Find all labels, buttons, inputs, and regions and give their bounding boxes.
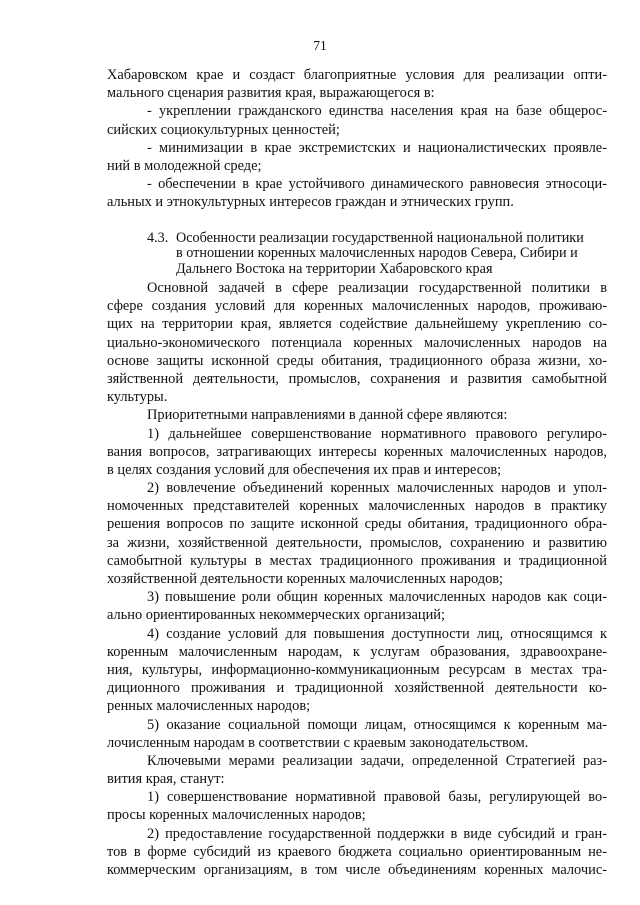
text-line: основе защиты исконной среды обитания, традиционного образа жизни, хо- [107,352,607,369]
section-title-line: Особенности реализации государственной национальной политики [176,229,584,246]
text-line: сфере создания условий для коренных малочисленных народов, проживаю- [107,298,607,315]
list-item-line: 1) дальнейшее совершенствование нормативного правового регулиро- [147,425,607,442]
list-item-line: 1) совершенствование нормативной правовой базы, регулирующей во- [147,789,607,806]
text-line: диционного проживания и традиционной хозяйственной деятельности ко- [107,680,607,697]
text-line: вития края, станут: [107,771,225,788]
text-line: мального сценария развития края, выражающегося в: [107,85,435,102]
text-line: циально-экономического потенциала коренных малочисленных народов на [107,334,607,351]
text-line: коммерческим организациям, в том числе объединениям коренных малочис- [107,862,607,878]
text-line: в целях создания условий для обеспечения их прав и интересов; [107,461,502,478]
text-line: Хабаровском крае и создаст благоприятные условия для реализации опти- [107,67,607,83]
list-item-line: - укреплении гражданского единства населения края на базе общерос- [147,103,607,120]
text-line: ний в молодежной среде; [107,157,262,174]
section-heading [107,231,607,278]
list-item-line: 2) вовлечение объединений коренных малочисленных народов и упол- [147,480,607,497]
text-line: культуры. [107,389,168,406]
page-content [107,66,607,879]
text-line: сийских социокультурных ценностей; [107,121,340,138]
text-line: хозяйственной деятельности коренных малочисленных народов; [107,571,504,587]
list-item-line: 2) предоставление государственной поддержки в виде субсидий и гран- [147,825,607,842]
section-title-line: в отношении коренных малочисленных народов Севера, Сибири и [176,245,578,261]
section-title-line: Дальнего Востока на территории Хабаровского края [176,260,493,277]
list-item-line: - минимизации в крае экстремистских и националистических проявле- [147,139,607,156]
list-item-line: 5) оказание социальной помощи лицам, относящимся к коренным ма- [147,716,607,733]
text-line: ально ориентированных некоммерческих организаций; [107,607,445,624]
page-number: 71 [313,38,327,53]
list-item-line: 4) создание условий для повышения доступности лиц, относящимся к [147,625,607,642]
section-number: 4.3. [147,229,169,246]
paragraph-first-line: Приоритетными направлениями в данной сфере являются: [147,407,508,424]
text-line: щих на территории края, является содействие дальнейшему укреплению со- [107,316,607,333]
text-line: решения вопросов по защите исконной среды обитания, традиционного обра- [107,516,607,533]
text-line: коренным малочисленным народам, к услугам образования, здравоохране- [107,643,607,660]
list-item-line: - обеспечении в крае устойчивого динамического равновесия этносоци- [147,176,607,193]
section-heading-line [107,231,607,247]
text-line: самобытной культуры в местах традиционного проживания и традиционной [107,552,607,569]
text-line: альных и этнокультурных интересов граждан и этнических групп. [107,194,514,211]
paragraph-first-line: Ключевыми мерами реализации задачи, определенной Стратегией раз- [147,752,607,769]
text-line: вания вопросов, затрагивающих интересы коренных малочисленных народов, [107,443,607,460]
text-line: ния, культуры, информационно-коммуникационным ресурсам в местах тра- [107,661,607,678]
text-line: лочисленным народам в соответствии с краевым законодательством. [107,734,529,751]
text-line: просы коренных малочисленных народов; [107,807,366,824]
text-line: за жизни, хозяйственной деятельности, промыслов, сохранению и развитию [107,534,607,551]
text-line: тов в форме субсидий из краевого бюджета социально ориентированным не- [107,843,607,860]
text-line: зяйственной деятельности, промыслов, сохранения и развития самобытной [107,370,607,387]
text-line: номоченных представителей коренных малочисленных народов в практику [107,498,607,515]
text-line: ренных малочисленных народов; [107,698,311,715]
paragraph-first-line: Основной задачей в сфере реализации государственной политики в [147,280,607,296]
list-item-line: 3) повышение роли общин коренных малочисленных народов как соци- [147,589,607,606]
